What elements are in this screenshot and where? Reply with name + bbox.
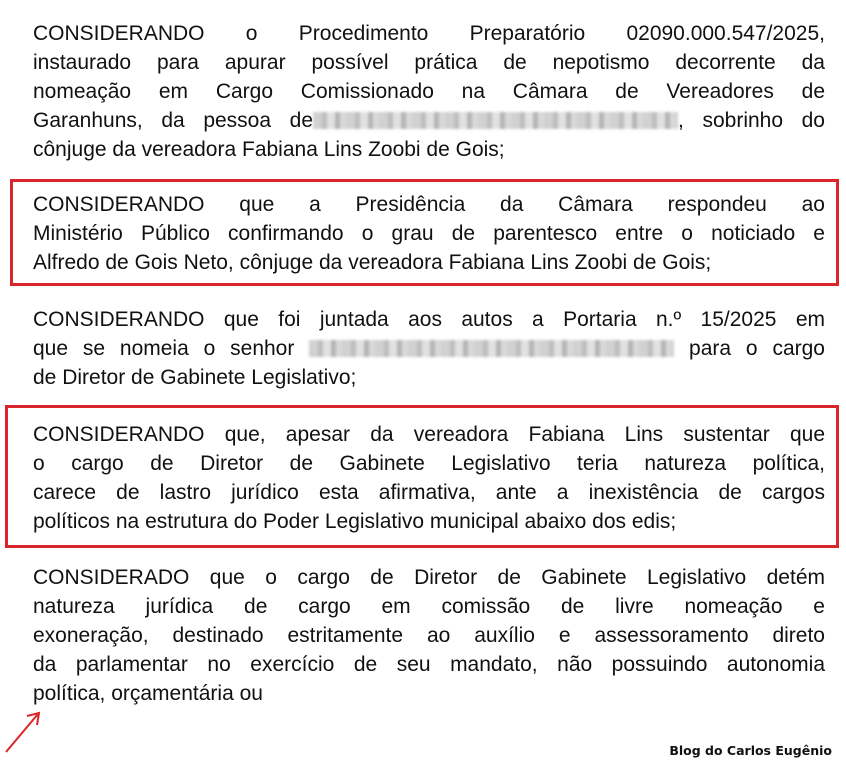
- text-line: cônjuge da vereadora Fabiana Lins Zoobi de Gois;: [33, 138, 505, 161]
- text-line-with-redaction: [33, 334, 825, 363]
- text-line: instaurado para apurar possível prática de nepotismo decorrente da: [33, 51, 825, 74]
- text-line: CONSIDERADO que o cargo de Diretor de Gabinete Legislativo detém: [33, 566, 825, 589]
- redacted-name: [309, 340, 674, 357]
- text-line: Alfredo de Gois Neto, cônjuge da vereadora Fabiana Lins Zoobi de Gois;: [33, 251, 712, 274]
- text-line: carece de lastro jurídico esta afirmativa, ante a inexistência de cargos: [33, 481, 825, 504]
- text-line: políticos na estrutura do Poder Legislativo municipal abaixo dos edis;: [33, 510, 677, 533]
- text-line: exoneração, destinado estritamente ao auxílio e assessoramento direto: [33, 624, 825, 647]
- blog-watermark: Blog do Carlos Eugênio: [669, 743, 832, 758]
- text-line: natureza jurídica de cargo em comissão de livre nomeação e: [33, 595, 825, 618]
- paragraph-portaria: [33, 305, 825, 392]
- text-fragment: Garanhuns, da pessoa de: [33, 109, 314, 132]
- text-line: CONSIDERANDO o Procedimento Preparatório 02090.000.547/2025,: [33, 22, 825, 45]
- paragraph-natureza-politica: [33, 420, 825, 536]
- text-line: de Diretor de Gabinete Legislativo;: [33, 366, 357, 389]
- text-line: da parlamentar no exercício de seu mandato, não possuindo autonomia: [33, 653, 825, 676]
- text-line-with-redaction: [33, 106, 825, 135]
- text-fragment: que se nomeia o senhor: [33, 337, 295, 360]
- text-line: o cargo de Diretor de Gabinete Legislativo teria natureza política,: [33, 452, 825, 475]
- red-arrow-icon: [2, 708, 46, 756]
- paragraph-presidencia: [33, 190, 825, 277]
- redacted-name: [313, 112, 678, 129]
- text-line: CONSIDERANDO que foi juntada aos autos a Portaria n.º 15/2025 em: [33, 308, 825, 331]
- paragraph-cargo-comissao: [33, 563, 825, 708]
- paragraph-procedimento: [33, 19, 825, 164]
- text-line: CONSIDERANDO que a Presidência da Câmara respondeu ao: [33, 193, 825, 216]
- text-line: CONSIDERANDO que, apesar da vereadora Fabiana Lins sustentar que: [33, 423, 825, 446]
- text-line: Ministério Público confirmando o grau de parentesco entre o noticiado e: [33, 222, 825, 245]
- text-line: nomeação em Cargo Comissionado na Câmara de Vereadores de: [33, 80, 825, 103]
- text-fragment: , sobrinho do: [678, 109, 825, 132]
- text-line: política, orçamentária ou: [33, 682, 263, 705]
- text-fragment: para o cargo: [689, 337, 825, 360]
